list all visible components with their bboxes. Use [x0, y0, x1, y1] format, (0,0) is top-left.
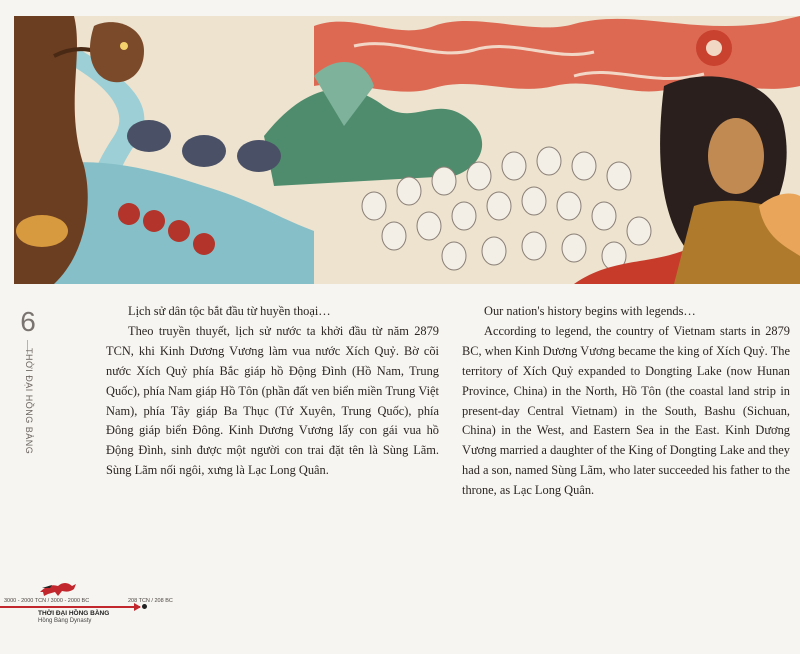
- timeline-start-label: 3000 - 2000 TCN / 3000 - 2000 BC: [4, 598, 90, 604]
- vietnamese-text-column: [106, 302, 439, 481]
- era-title: THỜI ĐẠI HỒNG BÀNG: [38, 610, 110, 617]
- page-number: 6: [20, 306, 36, 337]
- running-chapter-title: THỜI ĐẠI HỒNG BÀNG: [24, 348, 34, 455]
- era-footer: [0, 580, 200, 654]
- hero-illustration: [14, 16, 800, 284]
- timeline-marker-dot: [142, 604, 147, 609]
- galloping-horse-logo-icon: [38, 580, 78, 598]
- vietnamese-paragraph-intro: Lịch sử dân tộc bắt đầu từ huyền thoại…: [128, 304, 331, 318]
- timeline-end-label: 208 TCN / 208 BC: [128, 598, 173, 604]
- english-text-column: [462, 302, 790, 501]
- timeline-arrow-icon: [134, 603, 141, 611]
- vietnamese-paragraph-body: Theo truyền thuyết, lịch sử nước ta khởi đầu từ năm 2879 TCN, khi Kinh Dương Vương làm vua nước Xích Quỷ. Bờ cõi nước Xích Quỷ phía Bắc giáp hồ Động Đình (Hồ Nam, Trung Quốc), phía Nam giáp Hồ Tôn (phần đất ven biển miền Trung Việt Nam), phía Tây giáp Ba Thục (Tứ Xuyên, Trung Quốc), phía Đông giáp biển Đông. Kinh Dương Vương lấy con gái vua hồ Động Đình, sinh được một người con trai đặt tên là Sùng Lãm. Sùng Lãm nối ngôi, xưng là Lạc Long Quân.: [106, 323, 439, 478]
- tiger-icon: [16, 215, 68, 247]
- mythic-illustration-icon: [14, 16, 800, 284]
- timeline-line: [0, 606, 140, 608]
- english-paragraph-body: According to legend, the country of Vietnam starts in 2879 BC, when Kinh Dương Vương became the king of Xích Quỷ. The territory of Xích Quỷ expanded to Dongting Lake (now Hunan Province, China) in the North, Hồ Tôn (the coastal land strip in present-day Central Vietnam) in the South, Bashu (Sichuan, China) in the West, and Eastern Sea in the East. Kinh Dương Vương married a daughter of the King of Dongting Lake and they had a son, named Sùng Lãm, who later succeeded his father to the throne, as Lạc Long Quân.: [462, 323, 790, 498]
- era-subtitle: Hồng Bàng Dynasty: [38, 618, 92, 624]
- english-paragraph-intro: Our nation's history begins with legends…: [484, 304, 696, 318]
